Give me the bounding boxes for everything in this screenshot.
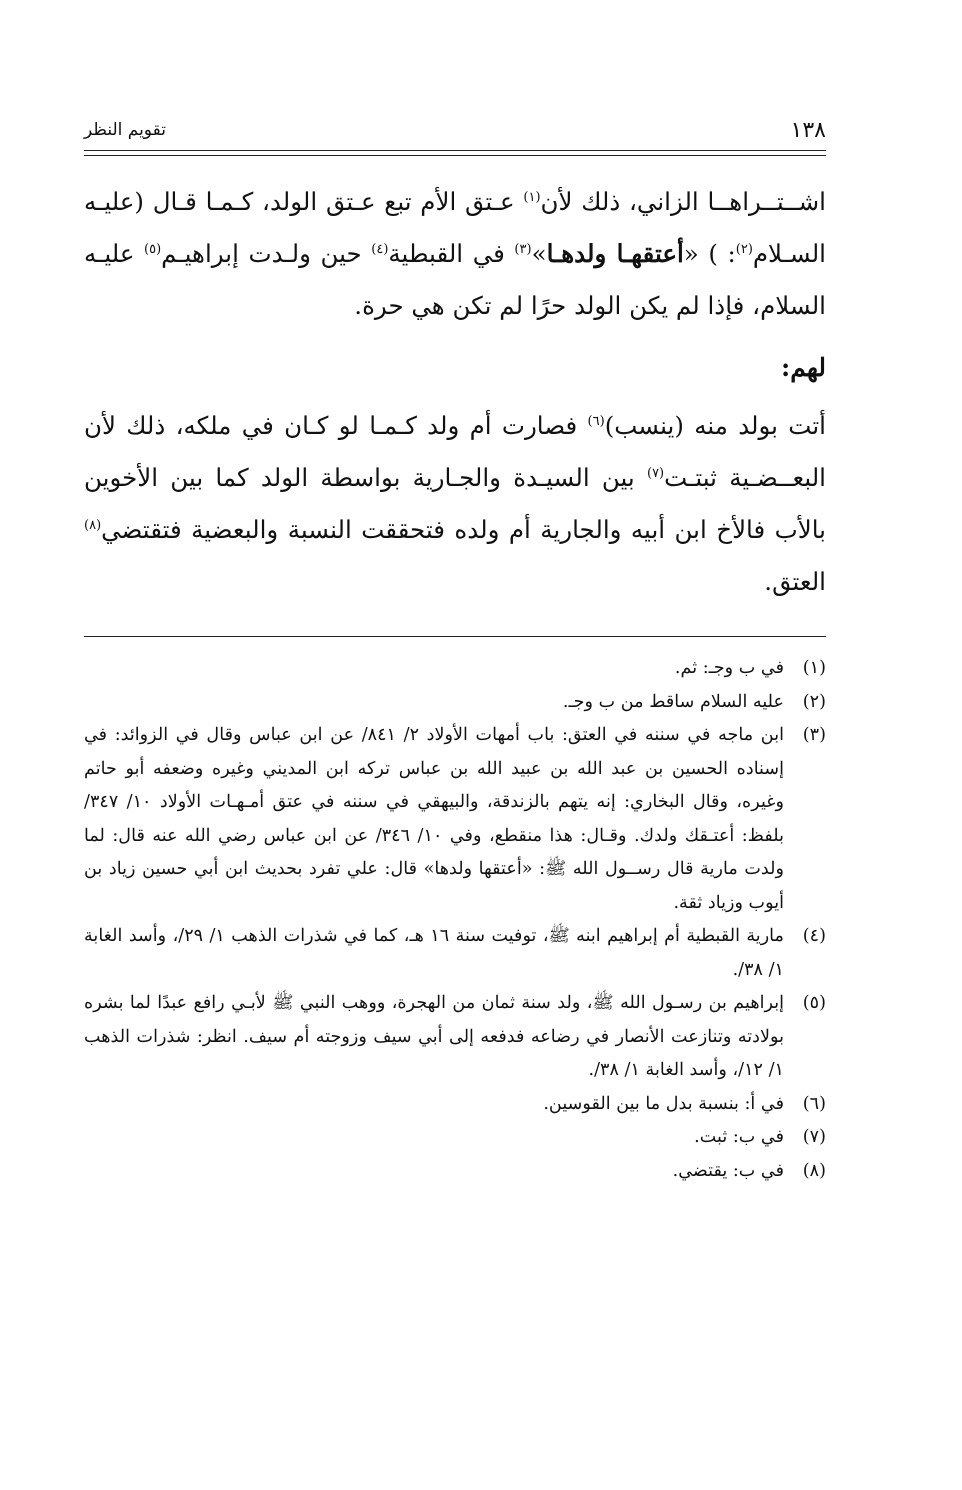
footnote-ref-3[interactable]: (٣)	[514, 241, 532, 257]
footnote-3	[84, 719, 826, 920]
footnote-ref-1[interactable]: (١)	[523, 189, 541, 205]
footnotes	[84, 652, 826, 1188]
footnote-6	[84, 1088, 826, 1122]
page-number: ١٣٨	[790, 117, 826, 143]
footnote-ref-7[interactable]: (٧)	[646, 465, 665, 481]
footnote-8	[84, 1155, 826, 1189]
footnote-number: (٣)	[802, 725, 826, 745]
footnote-number: (٨)	[802, 1160, 826, 1181]
footnote-number: (٤)	[802, 926, 826, 946]
footnote-5	[84, 987, 826, 1088]
section-heading: لهم:	[780, 353, 826, 382]
footnote-2	[84, 686, 826, 720]
running-head	[84, 116, 826, 144]
footnote-ref-2[interactable]: (٢)	[735, 241, 753, 257]
footnote-text: في ب: يقتضي.	[672, 1160, 784, 1181]
footnote-number: (٧)	[802, 1127, 826, 1147]
footnote-text: في ب: ثبت.	[694, 1127, 784, 1147]
footnote-number: (١)	[802, 658, 826, 678]
footnote-ref-5[interactable]: (٥)	[144, 241, 162, 257]
footnote-text: عليه السلام ساقط من ب وجـ.	[562, 691, 784, 712]
footnote-text: إبراهيم بن رسـول الله ﷺ، ولد سنة ثمان من الهجرة، ووهب النبي ﷺ لأبـي رافع عبدًا لما بشره بولادته وتنازعت الأنصار في رضاعه فدفعه إلى أبي سيف وزوجته أم سيف. انظر: شذرات الذهب ١/ ١٢/، وأسد الغابة ١/ ٣٨/.	[84, 993, 784, 1080]
header-rule-bottom	[84, 155, 826, 156]
footnote-number: (٥)	[802, 993, 826, 1013]
footnote-ref-4[interactable]: (٤)	[371, 241, 389, 257]
footnote-text: مارية القبطية أم إبراهيم ابنه ﷺ، توفيت سنة ١٦ هـ، كما في شذرات الذهب ١/ ٢٩/، وأسد الغابة ١/ ٣٨/.	[84, 926, 784, 980]
book-title: تقويم النظر	[84, 120, 166, 140]
footnote-separator	[84, 636, 826, 637]
main-text	[84, 176, 826, 608]
footnote-1	[84, 652, 826, 686]
footnote-ref-8[interactable]: (٨)	[84, 517, 102, 533]
footnote-number: (٦)	[802, 1093, 826, 1114]
hadith-quote: أعتقهـا ولدهـا	[546, 239, 684, 268]
footnote-7	[84, 1121, 826, 1155]
paragraph-2: أتت بولد منه (ينسب)$^{(٦)}$ فصارت أم ولد كـمـا لو كـان في ملكه، ذلك لأن البعــضـية ثبتـت$^{(٧)}$ بين السيـدة والجـارية بواسطة الولد كما بين الأخوين بالأب فالأخ ابن أبيه والجارية أم ولده فتحققت النسبة والبعضية فتقتضي$^{(٨)}$ العتق.	[84, 411, 826, 596]
footnote-number: (٢)	[802, 691, 826, 712]
footnote-text: في ب وجـ: ثم.	[674, 658, 784, 678]
footnote-text: ابن ماجه في سننه في العتق: باب أمهات الأولاد ٢/ ٨٤١/ عن ابن عباس وقال في الزوائد: في إسناده الحسين بن عبد الله بن عبيد الله بن عباس تركه ابن المديني وغيره وضعفه أبو حاتم وغيره، وقال البخاري: إنه يتهم بالزندقة، والبيهقي في سننه في عتق أمـهـات الأولاد ١٠/ ٣٤٧/ بلفظ: أعتـقك ولدك. وقـال: هذا منقطع، وفي ١٠/ ٣٤٦/ عن ابن عباس رضي الله عنه قال: لما ولدت مارية قال رســول الله ﷺ: «أعتقها ولدها» قال: علي تفرد بحديث ابن أبي حسين زياد بن أيوب وزياد ثقة.	[84, 725, 784, 913]
footnote-ref-6[interactable]: (٦)	[587, 413, 605, 429]
header-rule-top	[84, 150, 826, 151]
footnote-4	[84, 920, 826, 987]
footnote-text: في أ: بنسبة بدل ما بين القوسين.	[543, 1093, 784, 1114]
paragraph-1: اشــتــراهــا الزاني، ذلك لأن$^{(١)}$ عـتق الأم تبع عـتق الولد، كـمـا قـال (عليـه السـلام$^{(٢)}$: ) «أعتقهـا ولدهـا»$^{(٣)}$ في القبطية$^{(٤)}$ حين ولـدت إبراهيـم$^{(٥)}$ عليـه السلام، فإذا لم يكن الولد حرًا لم تكن هي حرة.	[84, 187, 826, 320]
